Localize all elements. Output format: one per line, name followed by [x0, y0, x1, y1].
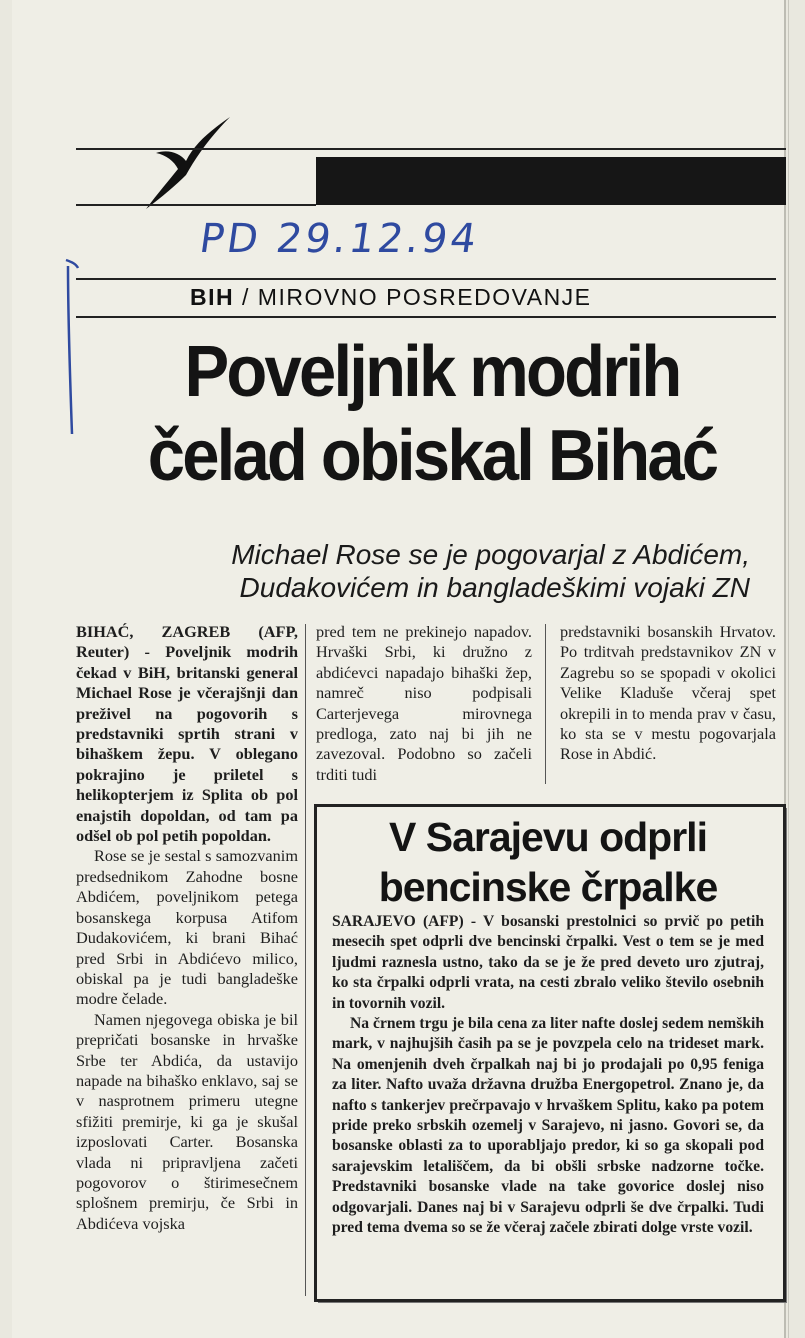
- sidebar-headline: [320, 812, 776, 912]
- handwritten-date: PD 29.12.94: [196, 216, 482, 262]
- masthead-black-bar: [316, 157, 786, 205]
- section-separator: /: [242, 284, 250, 310]
- article-column-1: [76, 622, 298, 1234]
- sidebar-paragraph-1: SARAJEVO (AFP) - V bosanski prestolnici so prvič po petih mesecih spet odprli dve bencinski črpalki. Vest o tem se je med ljudmi raznesla ustno, tako da se je že pred deveto uro zjutraj, ko sta črpalki odprli vrata, na cesti zbralo veliko število osebnih in tovornih vozil.: [332, 913, 764, 1012]
- section-topic: MIROVNO POSREDOVANJE: [257, 284, 592, 310]
- subheadline: [100, 538, 750, 604]
- article-paragraph-2: Rose se je sestal s samozvanim predsednikom Zahodne bosne Abdićem, poveljnikom petega bosanskega korpusa Atifom Dudakovićem, ki brani Bihać pred Srbi in Abdićevo milico, obiskal pa je tudi bangladeške modre čelade.: [76, 846, 298, 1009]
- article-column-2-text: pred tem ne prekinejo napadov. Hrvaški Srbi, ki družno z abdićevci napadajo bihaški žep, namreč niso podpisali Carterjevega mirovnega predloga, zato naj bi jih ne zavezoval. Podobno so začeli trditi tudi: [316, 622, 532, 784]
- seagull-logo-icon: [140, 113, 232, 213]
- article-paragraph-3: Namen njegovega obiska je bil prepričati bosanske in hrvaške Srbe ter Abdića, da ustavijo napade na bihaško enklavo, saj se v nasprotnem primeru utegne sfižiti premirje, ki ga je skušal izposlovati Carter. Bosanska vlada ni pripravljena začeti pogovorov o štirimesečnem splošnem premirju, če Srbi in Abdićeva vojska: [76, 1009, 298, 1233]
- article-column-3-text: predstavniki bosanskih Hrvatov. Po trditvah predstavnikov ZN v Zagrebu so se spopadi v okolici Velike Kladuše včeraj spet okrepili in to menda prav v času, ko sta se v mestu pogovarjala Rose in Abdić.: [560, 622, 776, 764]
- headline: [116, 330, 748, 498]
- masthead-rule-bottom: [76, 204, 316, 206]
- column-divider-2: [545, 624, 546, 784]
- sidebar-paragraph-2: Na črnem trgu je bila cena za liter nafte doslej sedem nemških mark, v najhujših časih pa se je povzpela celo na trideset mark. Na omenjenih dveh črpalkah naj bi jo prodajali po 0,95 feniga za liter. Nafto uvaža državna družba Energopetrol. Znano je, da nafto s tankerjev prečrpavajo v hrvaškem Splitu, kako pa potem pride preko srbskih ozemelj v Sarajevo, ni jasno. Govori se, da bosanske oblasti za to uporabljajo predor, ki so ga skopali pod sarajevskim letališčem, da bi obšli srbske nadzorne točke. Predstavniki bosanske vlade na take govorice doslej niso odgovarjali. Danes naj bi v Sarajevu odprli še dve črpalki. Tudi pred tema dvema so se že včeraj začele zbirati dolge vrste vozil.: [332, 1015, 764, 1237]
- pen-margin-mark: [58, 258, 88, 438]
- article-column-2: [316, 622, 532, 785]
- section-rule-top: [76, 278, 776, 280]
- headline-line2: čelad obiskal Bihać: [147, 416, 717, 496]
- subhead-line1: Michael Rose se je pogovarjal z Abdićem,: [231, 539, 750, 570]
- subhead-line2: Dudakovićem in bangladeškimi vojaki ZN: [239, 572, 750, 603]
- article-lead: BIHAĆ, ZAGREB (AFP, Reuter) - Poveljnik modrih čekad v BiH, britanski general Michael Rose je včerajšnji dan preživel na pogovorih s predstavniki sprtih strani v bihaškem žepu. V oblegano pokrajino je priletel s helikopterjem iz Splita ob pol enajstih dopoldan, od tam pa odšel ob pol petih popoldan.: [76, 622, 298, 846]
- masthead-rule-top: [76, 148, 786, 150]
- column-divider-1: [305, 624, 306, 1296]
- sidebar-headline-line1: V Sarajevu odprli: [389, 814, 707, 860]
- sidebar-headline-line2: bencinske črpalke: [378, 864, 718, 910]
- section-label: [190, 284, 592, 311]
- sidebar-article: [332, 912, 764, 1239]
- scan-edge: [788, 0, 789, 1338]
- headline-line1: Poveljnik modrih: [184, 332, 680, 412]
- article-column-3: [560, 622, 776, 765]
- section-rule-bottom: [76, 316, 776, 318]
- section-kicker: BIH: [190, 284, 235, 310]
